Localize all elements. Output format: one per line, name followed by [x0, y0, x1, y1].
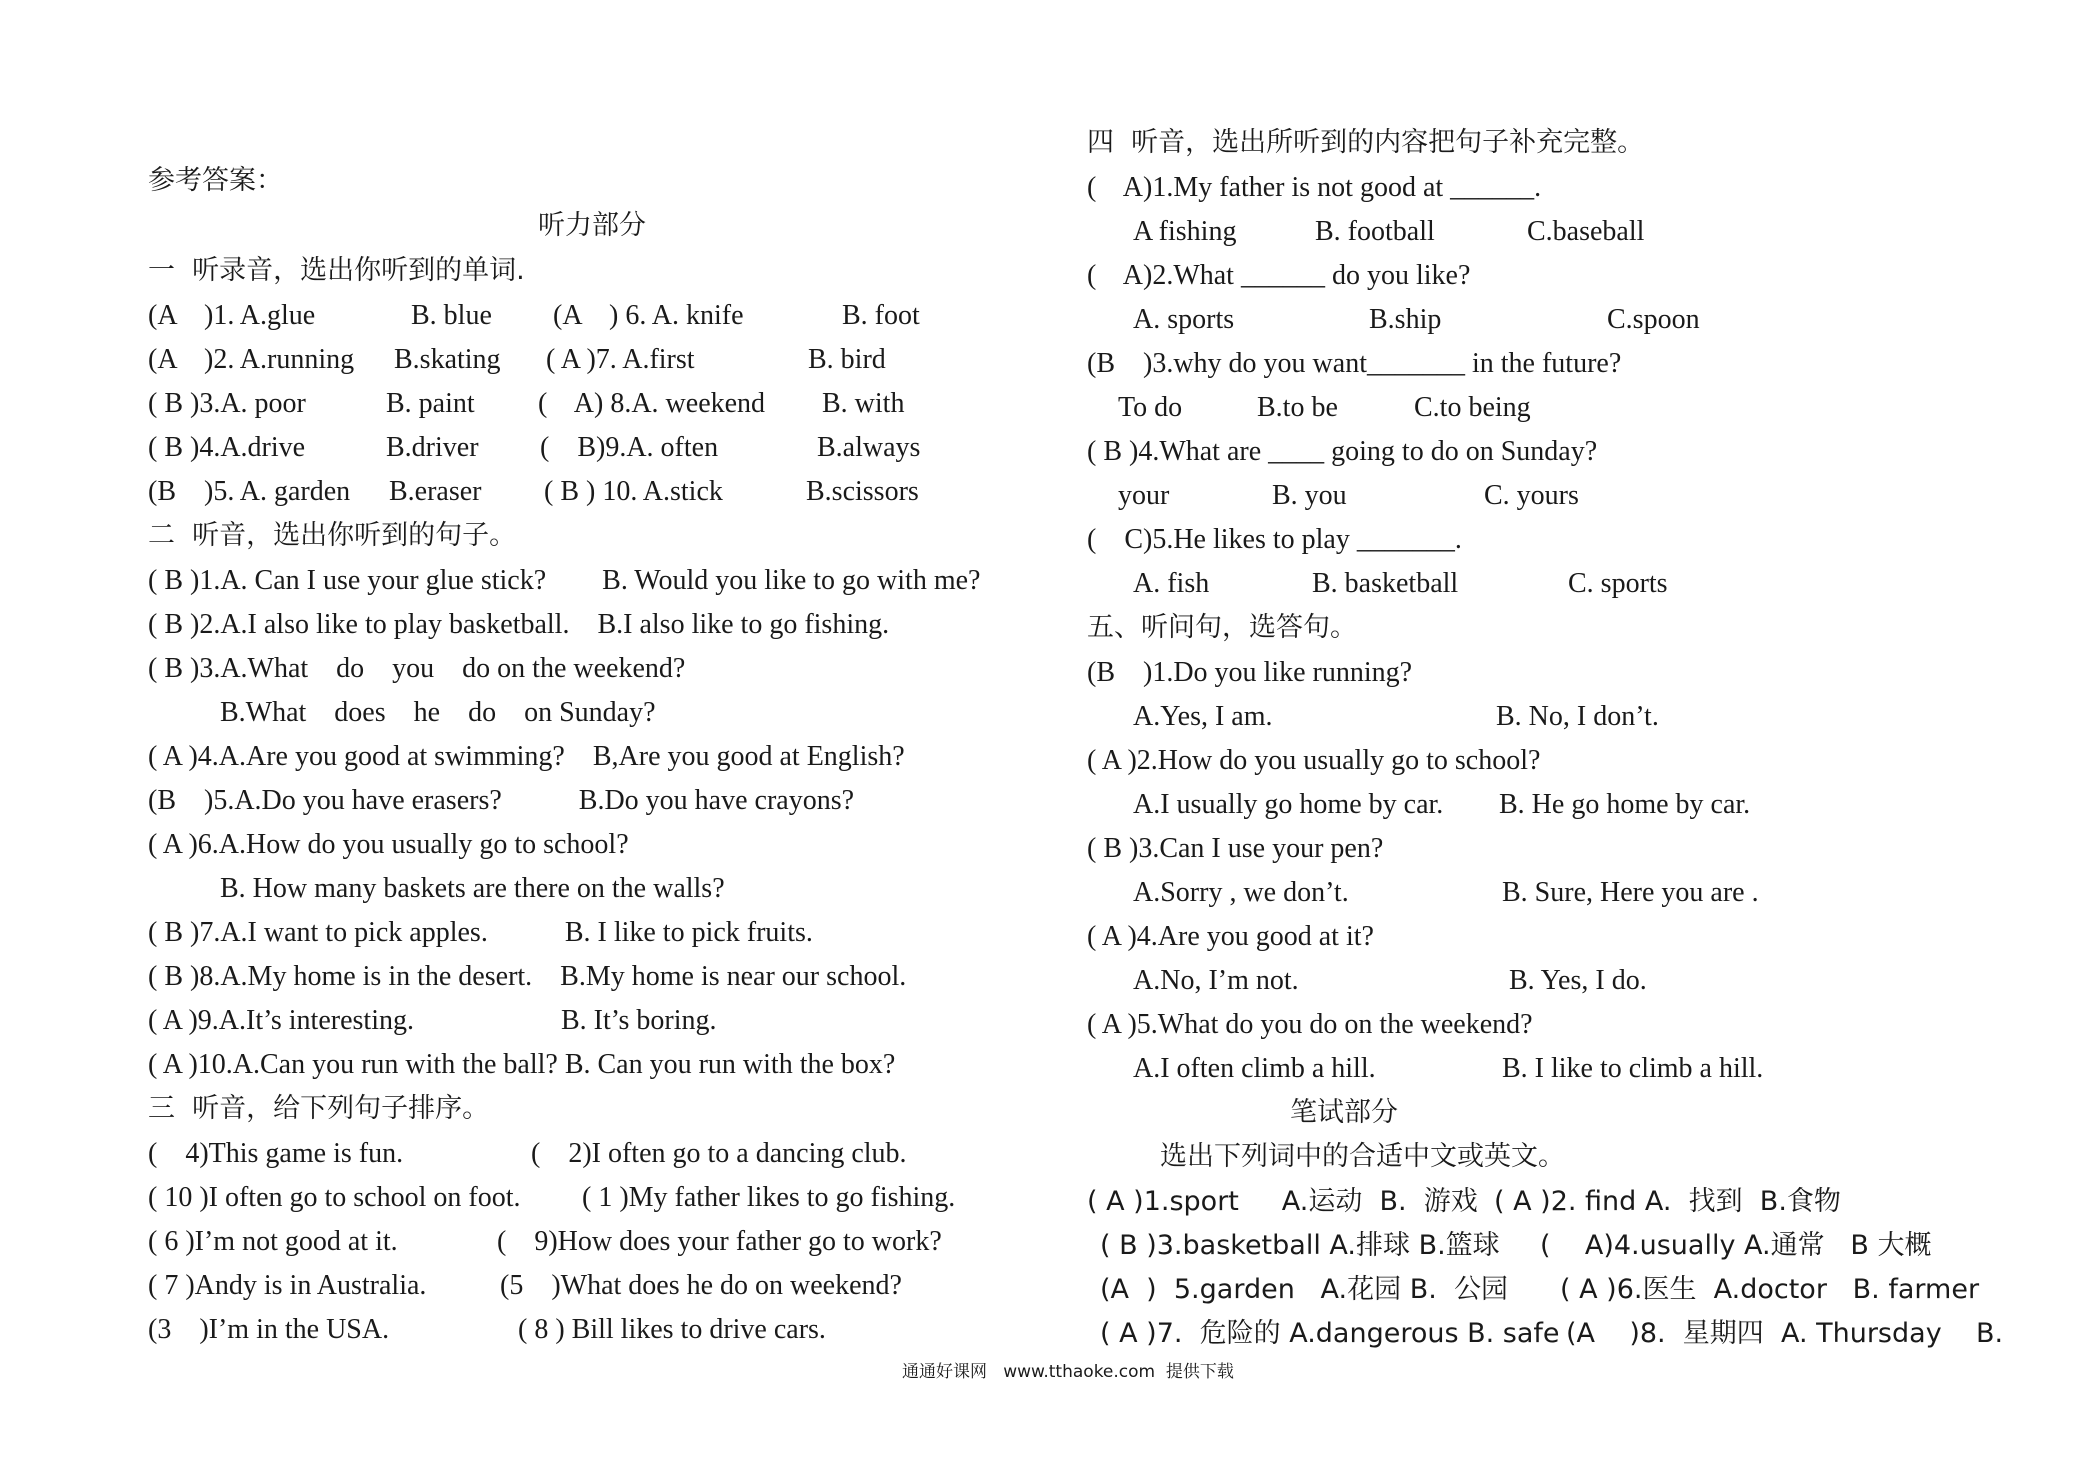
answer-item: ( B )4.A.drive — [148, 432, 306, 463]
option: A.Sorry , we don’t. — [1133, 877, 1349, 908]
option: A. fish — [1133, 568, 1210, 599]
answer-item: ( A) 8.A. weekend — [538, 388, 766, 419]
option: B. He go home by car. — [1499, 789, 1751, 820]
answer-item: ( A )6.医生 A.doctor B. farmer — [1560, 1274, 1980, 1305]
answer-item: B.driver — [386, 432, 479, 463]
answer-line: B. How many baskets are there on the walls? — [220, 873, 725, 904]
answer-item: ( A)4.usually A.通常 B 大概 — [1540, 1230, 1932, 1261]
answer-item: ( B)9.A. often — [540, 432, 719, 463]
section-5-heading: 五、听问句，选答句。 — [1087, 612, 1357, 643]
option: B. Sure, Here you are . — [1502, 877, 1759, 908]
option: B. I like to climb a hill. — [1502, 1053, 1764, 1084]
question-line: ( B )4.What are ____ going to do on Sunday? — [1087, 436, 1598, 467]
answer-line: ( A )9.A.It’s interesting. B. It’s boring. — [148, 1005, 717, 1036]
answer-line: ( A )6.A.How do you usually go to school? — [148, 829, 629, 860]
question-line: ( A )4.Are you good at it? — [1087, 921, 1374, 952]
answer-item: B. with — [822, 388, 905, 419]
answer-item: B.eraser — [389, 476, 482, 507]
option: C.to being — [1414, 392, 1531, 423]
answer-item: (A )8. 星期四 A. Thursday B. — [1566, 1318, 2004, 1349]
answer-item: (B )5. A. garden — [148, 476, 351, 507]
answer-item: ( A )1.sport A.运动 B. 游戏 — [1087, 1186, 1478, 1217]
answer-line: ( B )3.A.What do you do on the weekend? — [148, 653, 686, 684]
listening-section-title: 听力部分 — [538, 210, 646, 241]
answer-item: ( B )3.A. poor — [148, 388, 306, 419]
answer-line: ( B )7.A.I want to pick apples. B. I like to pick fruits. — [148, 917, 813, 948]
option: B. football — [1315, 216, 1435, 247]
question-line: ( B )3.Can I use your pen? — [1087, 833, 1384, 864]
option: B. you — [1272, 480, 1347, 511]
option: A. sports — [1133, 304, 1235, 335]
answer-line: ( A )4.A.Are you good at swimming? B,Are you good at English? — [148, 741, 905, 772]
option: A fishing — [1133, 216, 1237, 247]
answer-item: B.always — [817, 432, 921, 463]
answer-item: B. bird — [808, 344, 886, 375]
answer-item: (3 )I’m in the USA. — [148, 1314, 390, 1345]
answer-item: (A ) 5.garden A.花园 B. 公园 — [1100, 1274, 1508, 1305]
written-section-title: 笔试部分 — [1290, 1097, 1398, 1128]
answer-item: ( A )7. A.first — [546, 344, 695, 375]
question-line: ( C)5.He likes to play _______. — [1087, 524, 1462, 555]
answer-item: ( 7 )Andy is in Australia. — [148, 1270, 427, 1301]
answer-item: ( 10 )I often go to school on foot. — [148, 1182, 521, 1213]
answer-line: ( B )1.A. Can I use your glue stick? B. Would you like to go with me? — [148, 565, 981, 596]
answer-item: ( 2)I often go to a dancing club. — [531, 1138, 907, 1169]
answer-line: (B )5.A.Do you have erasers? B.Do you have crayons? — [148, 785, 855, 816]
answer-item: (5 )What does he do on weekend? — [500, 1270, 902, 1301]
option: B. basketball — [1312, 568, 1459, 599]
question-line: ( A)2.What ______ do you like? — [1087, 260, 1471, 291]
answer-item: ( 1 )My father likes to go fishing. — [582, 1182, 956, 1213]
option: C.baseball — [1527, 216, 1645, 247]
answer-item: ( A )2. find A. 找到 B.食物 — [1494, 1186, 1841, 1217]
answer-item: ( B ) 10. A.stick — [544, 476, 723, 507]
option: C. sports — [1568, 568, 1668, 599]
question-line: (B )1.Do you like running? — [1087, 657, 1413, 688]
section-4-heading: 四 听音，选出所听到的内容把句子补充完整。 — [1087, 127, 1645, 158]
answer-line: B.What does he do on Sunday? — [220, 697, 656, 728]
written-instruction: 选出下列词中的合适中文或英文。 — [1160, 1141, 1565, 1172]
option: A.Yes, I am. — [1133, 701, 1273, 732]
option: C. yours — [1484, 480, 1579, 511]
question-line: ( A )2.How do you usually go to school? — [1087, 745, 1541, 776]
option: To do — [1118, 392, 1183, 423]
option: B. Yes, I do. — [1509, 965, 1647, 996]
answer-item: B.skating — [394, 344, 501, 375]
answer-item: B. foot — [842, 300, 920, 331]
answer-item: ( 9)How does your father go to work? — [497, 1226, 942, 1257]
option: B.to be — [1257, 392, 1338, 423]
section-3-heading: 三 听音，给下列句子排序。 — [148, 1093, 490, 1124]
section-1-heading: 一 听录音，选出你听到的单词. — [148, 255, 525, 286]
answer-item: ( 8 ) Bill likes to drive cars. — [518, 1314, 826, 1345]
question-line: ( A)1.My father is not good at ______. — [1087, 172, 1542, 203]
answer-item: ( A )7. 危险的 A.dangerous B. safe — [1100, 1318, 1560, 1349]
answer-item: ( 4)This game is fun. — [148, 1138, 404, 1169]
answer-title: 参考答案： — [148, 165, 283, 196]
page-footer: 通通好课网 www.tthaoke.com 提供下载 — [902, 1362, 1234, 1382]
answer-item: (A )1. A.glue — [148, 300, 316, 331]
option: A.I usually go home by car. — [1133, 789, 1444, 820]
option: C.spoon — [1607, 304, 1700, 335]
answer-line: ( B )2.A.I also like to play basketball. B.I also like to go fishing. — [148, 609, 890, 640]
question-line: ( A )5.What do you do on the weekend? — [1087, 1009, 1533, 1040]
option: A.I often climb a hill. — [1133, 1053, 1376, 1084]
answer-item: B. blue — [411, 300, 492, 331]
option: your — [1118, 480, 1170, 511]
question-line: (B )3.why do you want_______ in the future? — [1087, 348, 1622, 379]
answer-item: ( 6 )I’m not good at it. — [148, 1226, 398, 1257]
answer-line: ( B )8.A.My home is in the desert. B.My home is near our school. — [148, 961, 907, 992]
answer-item: B. paint — [386, 388, 475, 419]
option: A.No, I’m not. — [1133, 965, 1299, 996]
answer-item: ( B )3.basketball A.排球 B.篮球 — [1100, 1230, 1500, 1261]
answer-item: B.scissors — [806, 476, 919, 507]
answer-item: (A ) 6. A. knife — [553, 300, 744, 331]
answer-item: (A )2. A.running — [148, 344, 355, 375]
answer-line: ( A )10.A.Can you run with the ball? B. Can you run with the box? — [148, 1049, 896, 1080]
option: B.ship — [1369, 304, 1442, 335]
option: B. No, I don’t. — [1496, 701, 1659, 732]
section-2-heading: 二 听音，选出你听到的句子。 — [148, 520, 517, 551]
